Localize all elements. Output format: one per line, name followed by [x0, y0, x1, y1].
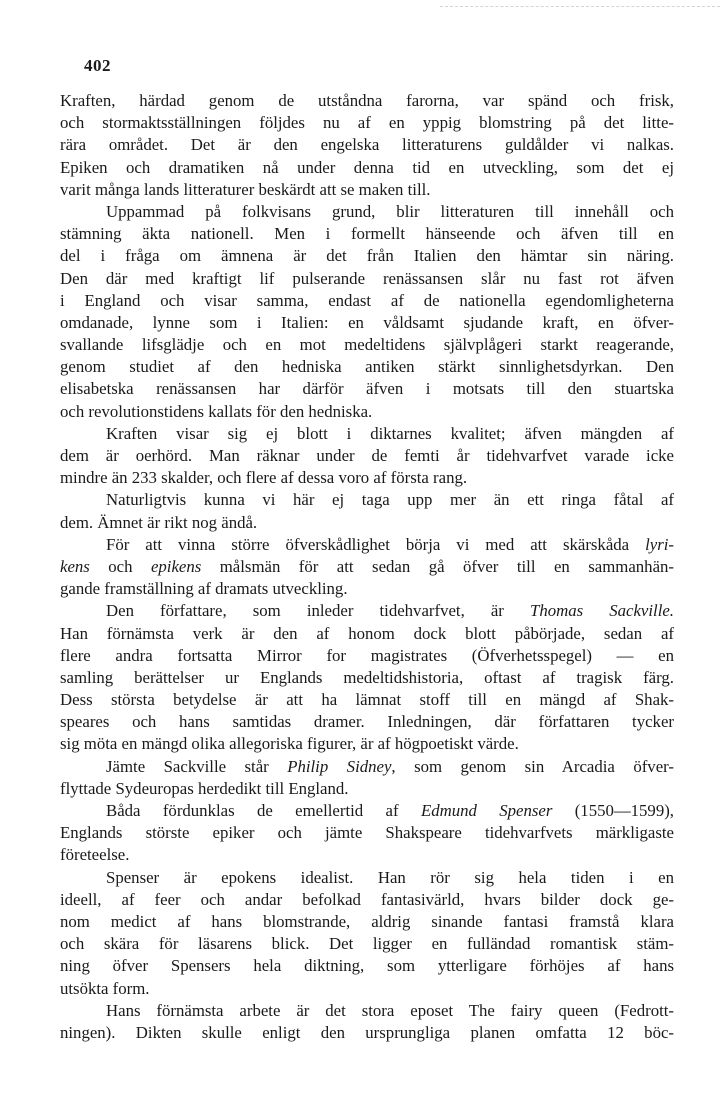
text-line: Epiken och dramatiken nå under denna tid en utveckling, som det ej	[60, 157, 674, 177]
text-line: rära området. Det är den engelska litteraturens guldålder vi nalkas.	[60, 135, 674, 155]
text-line: Spenser är epokens idealist. Han rör sig hela tiden i en	[106, 867, 674, 887]
paragraph	[60, 534, 674, 601]
text-line: svallande lifsglädje och en mot medeltidens självplågeri starkt reagerande,	[60, 335, 674, 355]
text-line: Jämte Sackville står Philip Sidney, som genom sin Arcadia öfver-	[106, 756, 674, 776]
text-line: och skära för läsarens blick. Det ligger en fulländad romantisk stäm-	[60, 934, 674, 954]
text-line: genom studiet af den hedniska antiken stärkt sinnlighetsdyrkan. Den	[60, 357, 674, 377]
text-line: Naturligtvis kunna vi här ej taga upp mer än ett ringa fåtal af	[106, 490, 674, 510]
text-line: i England och visar samma, endast af de nationella egendomligheterna	[60, 290, 674, 310]
text-line: flere andra fortsatta Mirror for magistrates (Öfverhetsspegel) — en	[60, 645, 674, 665]
text-line: nom medict af hans blomstrande, aldrig sinande fantasi framstå klara	[60, 911, 674, 931]
paragraph	[60, 1000, 674, 1044]
text-line: sig möta en mängd olika allegoriska figurer, är af högpoetiskt värde.	[60, 734, 519, 754]
text-line: dem. Ämnet är rikt nog ändå.	[60, 512, 258, 532]
text-line: samling berättelser ur Englands medeltidshistoria, oftast af tragisk färg.	[60, 667, 674, 687]
page-number: 402	[84, 56, 111, 75]
text-line: ningen). Dikten skulle enligt den ursprungliga planen omfatta 12 böc-	[60, 1022, 674, 1042]
body-text	[60, 90, 674, 1044]
text-line: Kraften, härdad genom de utståndna farorna, var spänd och frisk,	[60, 91, 674, 110]
text-line: Den där med kraftigt lif pulserande renässansen slår nu fast rot äfven	[60, 268, 674, 288]
paragraph	[60, 423, 674, 490]
text-line: Kraften visar sig ej blott i diktarnes kvalitet; äfven mängden af	[106, 423, 674, 443]
text-line: Dess största betydelse är att ha lämnat stoff till en mängd af Shak-	[60, 690, 674, 710]
text-line: mindre än 233 skalder, och flere af dessa voro af första rang.	[60, 468, 468, 488]
text-line: del i fråga om ämnena är det från Italien den hämtar sin näring.	[60, 246, 674, 266]
text-line: och revolutionstidens kallats för den hedniska.	[60, 401, 373, 421]
text-line: ideell, af feer och andar befolkad fantasivärld, hvars bilder dock ge-	[60, 889, 674, 909]
text-line: speares och hans samtidas dramer. Inledningen, där författaren tycker	[60, 712, 674, 732]
text-line: utsökta form.	[60, 978, 150, 998]
text-line: företeelse.	[60, 845, 130, 865]
text-line: Uppammad på folkvisans grund, blir litteraturen till innehåll och	[106, 201, 674, 221]
text-line: stämning äkta nationell. Men i formellt hänseende och äfven till en	[60, 224, 674, 244]
text-line: gande framställning af dramats utveckling.	[60, 579, 348, 599]
paragraph	[60, 867, 674, 1000]
text-line: Englands störste epiker och jämte Shakspeare tidehvarfvets märkligaste	[60, 823, 674, 843]
text-line: Hans förnämsta arbete är det stora eposet The fairy queen (Fedrott-	[106, 1000, 674, 1020]
text-line: varit många lands litteraturer beskärdt att se maken till.	[60, 179, 431, 199]
text-line: flyttade Sydeuropas herdedikt till England.	[60, 778, 349, 798]
text-line: Den författare, som inleder tidehvarfvet, är Thomas Sackville.	[106, 601, 675, 621]
text-line: omdanade, lynne som i Italien: en våldsamt sjudande kraft, en öfver-	[60, 312, 674, 332]
paragraph	[60, 756, 674, 800]
text-line: kens och epikens målsmän för att sedan gå öfver till en sammanhän-	[60, 556, 674, 576]
text-line: För att vinna större öfverskådlighet börja vi med att skärskåda lyri-	[106, 534, 674, 554]
text-line: Han förnämsta verk är den af honom dock blott påbörjade, sedan af	[60, 623, 674, 643]
text-line: Båda fördunklas de emellertid af Edmund Spenser (1550—1599),	[106, 801, 674, 820]
paragraph	[60, 800, 674, 867]
paragraph	[60, 600, 674, 755]
page-top-edge	[440, 6, 720, 7]
text-line: och stormaktsställningen följdes nu af en yppig blomstring på det litte-	[60, 113, 674, 133]
text-line: dem är oerhörd. Man räknar under de femti år tidehvarfvet varade icke	[60, 446, 674, 465]
paragraph	[60, 201, 674, 423]
text-line: elisabetska renässansen har därför äfven i motsats till den stuartska	[60, 379, 674, 399]
paragraph	[60, 90, 674, 201]
paragraph	[60, 489, 674, 533]
text-line: ning öfver Spensers hela diktning, som ytterligare förhöjes af hans	[60, 956, 674, 976]
